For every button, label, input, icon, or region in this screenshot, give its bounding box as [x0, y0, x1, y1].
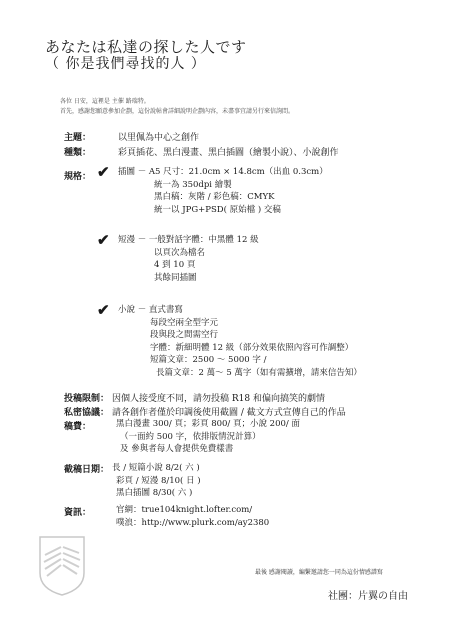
- spec-novel: [118, 304, 362, 379]
- restriction-label: 投稿限制：: [64, 394, 110, 404]
- spec-label: 規格：: [64, 172, 92, 182]
- spec-novel-line: 短篇文章：2500 ～ 5000 字 /: [150, 355, 267, 365]
- confidentiality-value: 請各創作者僅於印調後使用截圖 / 截文方式宣傳自己的作品: [112, 408, 346, 418]
- category-label: 種類：: [64, 148, 92, 158]
- spec-comic-line: 短漫 － 一般對話字體：中黑體 12 級: [118, 235, 259, 245]
- checkmark-icon: ✔: [97, 231, 110, 249]
- spec-illustration-line: 統一以 JPG+PSD( 原始檔 ) 交稿: [154, 204, 281, 215]
- fee-label: 稿費：: [64, 422, 92, 432]
- info-label: 資訊：: [64, 508, 92, 518]
- fee-line: 及 參與者每人會提供免費樣書: [120, 444, 234, 454]
- spec-illustration-line: 插圖 － A5 尺寸：21.0cm × 14.8cm（出血 0.3cm）: [118, 167, 328, 177]
- fee-line: （一面約 500 字，依排版情況計算）: [120, 431, 261, 442]
- spec-comic: [118, 234, 259, 284]
- fee-line: 黑白漫畫 300/ 頁；彩頁 800/ 頁；小說 200/ 面: [116, 419, 300, 429]
- spec-illustration: [118, 166, 328, 216]
- info-line: 噗浪：http://www.plurk.com/ay2380: [116, 517, 270, 528]
- intro-line-2: 首先，感謝您願意參加企劃，這份說帖會詳細說明企劃內容，未盡事宜請另行來信詢問。: [60, 108, 295, 115]
- deadline-line: 黑白插圖 8/30( 六 ): [116, 488, 193, 498]
- info-details: [116, 504, 269, 529]
- spec-novel-line: 字體：新細明體 12 級（部分效果依照內容可作調整）: [150, 342, 354, 353]
- footer-credit: 最後 感謝閱讀，編繫邀請您一同為這份情感譜寫: [255, 569, 383, 576]
- deadline-label: 截稿日期：: [64, 465, 110, 475]
- wings-of-freedom-emblem: [36, 533, 88, 597]
- spec-novel-line: 段與段之間需空行: [150, 330, 219, 340]
- restriction-value: 因個人接受度不同，請勿投稿 R18 和偏向搞笑的劇情: [112, 394, 325, 404]
- spec-novel-line: 每段空兩全型字元: [150, 317, 219, 328]
- fee-details: [116, 418, 300, 456]
- spec-comic-line: 以頁次為檔名: [154, 247, 206, 258]
- page-title: あなたは私達の探した人です: [45, 38, 247, 56]
- theme-value: 以里佩為中心之創作: [118, 133, 200, 143]
- spec-illustration-line: 黑白稿：灰階 / 彩色稿：CMYK: [154, 192, 275, 202]
- spec-comic-line: 4 到 10 頁: [154, 260, 196, 270]
- page-subtitle: （ 你是我們尋找的人 ）: [45, 56, 206, 72]
- deadline-line: 長 / 短篇小說 8/2( 六 ): [112, 463, 200, 473]
- deadline-line: 彩頁 / 短漫 8/10( 日 ): [116, 475, 201, 486]
- spec-comic-line: 其餘同插圖: [154, 272, 197, 283]
- club-name: 社團：片翼の自由: [328, 591, 408, 602]
- spec-novel-line: 小說 － 直式書寫: [118, 305, 183, 315]
- checkmark-icon: ✔: [97, 163, 110, 181]
- spec-novel-line: 長篇文章：2 萬～ 5 萬字（如有需擴增，請來信告知）: [156, 367, 362, 378]
- confidentiality-label: 私密協議：: [64, 408, 110, 418]
- info-line: 官網：true104knight.lofter.com/: [116, 505, 253, 515]
- intro-line-1: 各位 日安，這裡是 主催 路瑞特。: [60, 98, 150, 105]
- deadline-details: [112, 462, 201, 500]
- checkmark-icon: ✔: [97, 301, 110, 319]
- theme-label: 主題：: [64, 133, 92, 143]
- spec-illustration-line: 統一為 350dpi 繪製: [154, 179, 232, 190]
- category-value: 彩頁插花、黑白漫畫、黑白插圖（繪製小說）、小說創作: [118, 148, 339, 158]
